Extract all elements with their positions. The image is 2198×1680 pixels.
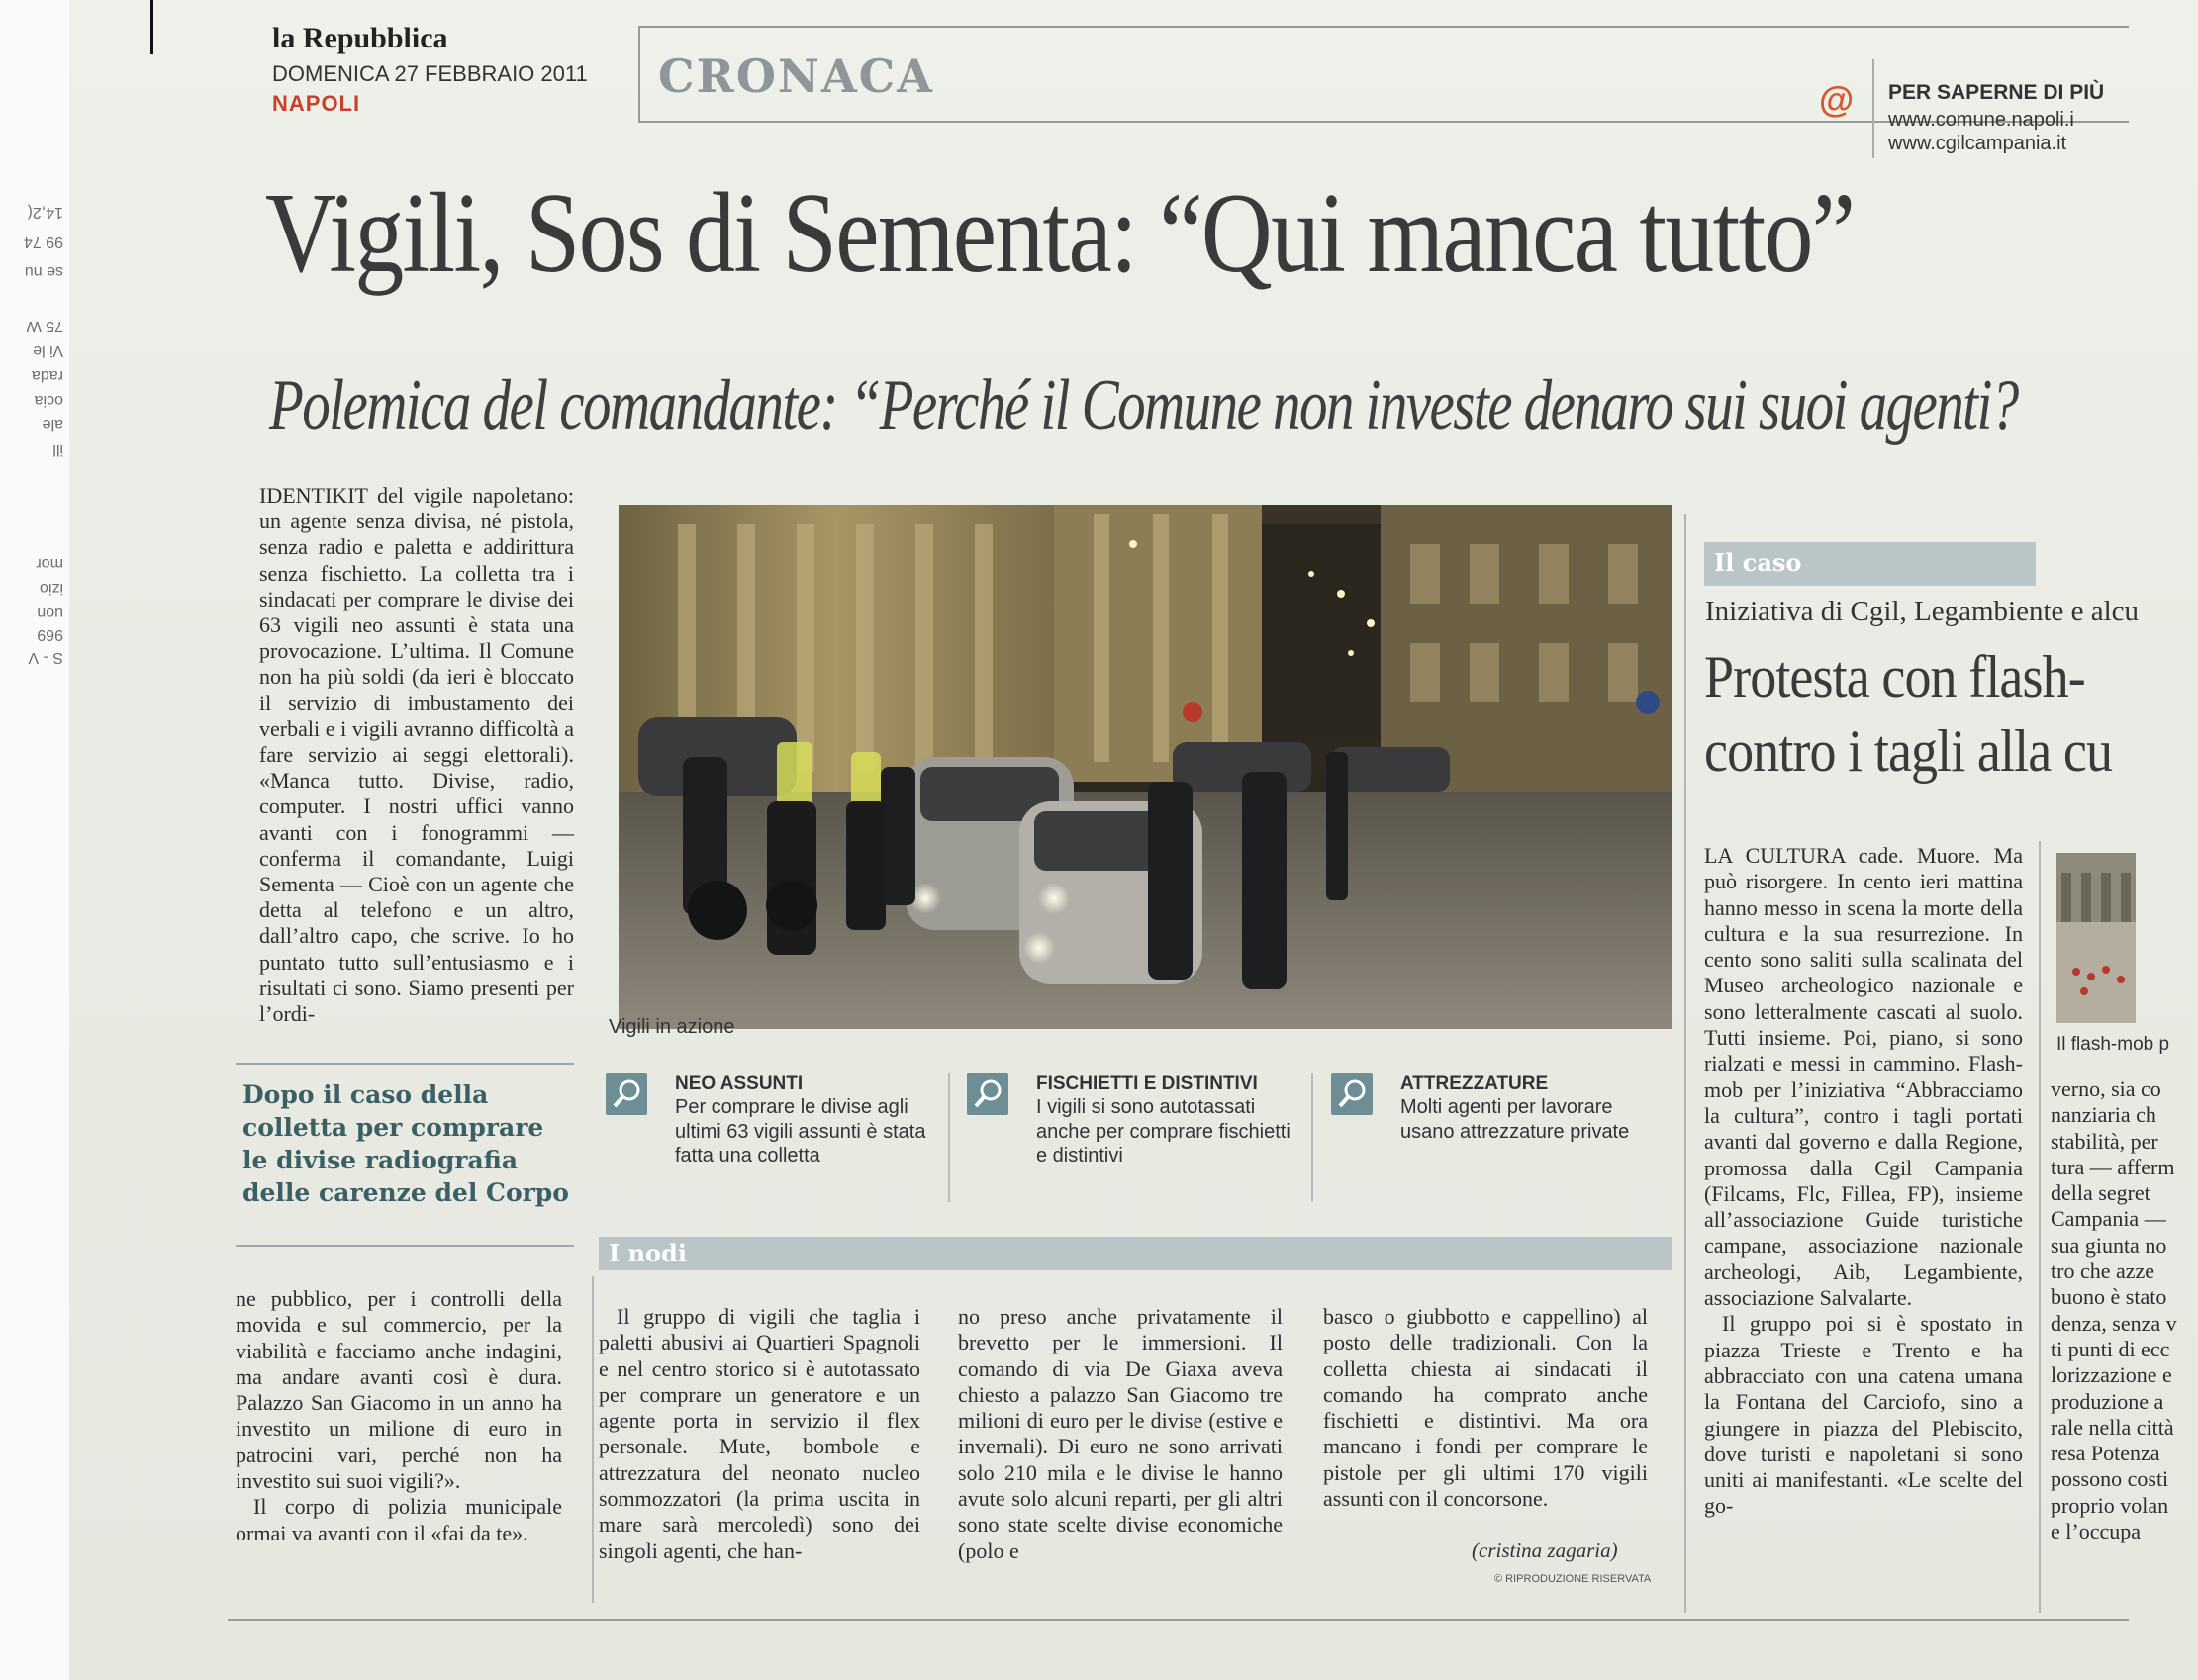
cropped-line: tro che azze <box>2051 1259 2155 1284</box>
crop-mark <box>150 0 153 54</box>
sidebar-headline: Protesta con flash- <box>1704 644 2085 709</box>
bleed-text: ocia <box>34 392 63 409</box>
fact-body: I vigili si sono autotassati anche per comprare fischietti e distintivi <box>1036 1096 1290 1167</box>
bleed-text: Vi le <box>33 342 63 359</box>
band-label: Il caso <box>1714 548 1802 577</box>
copyright-notice: © RIPRODUZIONE RISERVATA <box>1494 1573 1652 1585</box>
sidebar-kicker: Iniziativa di Cgil, Legambiente e alcu <box>1705 596 2140 627</box>
nodi-column: no preso anche privatamente il brevetto per le immersioni. Il comando di via De Giaxa aveva chiesto a palazzo San Giacomo tre milioni di euro per le divise (estive e invernali). Di euro ne sono arrivati solo 210 mila e le divise le hanno avute solo alcuni reparti, per gli altri sono state scelte divise economiche (polo e <box>958 1304 1283 1563</box>
cropped-line: stabilità, per <box>2051 1128 2158 1154</box>
cropped-line: lorizzazione e <box>2051 1362 2172 1388</box>
band-label: I nodi <box>609 1239 687 1267</box>
cropped-line: sua giunta no <box>2051 1232 2167 1258</box>
bleed-text: 75 W <box>26 318 63 334</box>
city-label: NAPOLI <box>272 91 361 116</box>
magnifier-icon <box>606 1073 647 1115</box>
cropped-line: resa Potenza <box>2051 1441 2160 1466</box>
info-link[interactable]: www.comune.napoli.i <box>1888 109 2074 131</box>
pull-quote: Dopo il caso della colletta per comprare le divise radiografia delle carenze del Corpo <box>242 1080 569 1207</box>
adjacent-page-edge <box>0 0 71 1680</box>
cropped-line: verno, sia co <box>2051 1076 2161 1101</box>
sidebar-band <box>1704 542 2036 586</box>
article-photo <box>619 505 1672 1029</box>
cropped-line: produzione a <box>2051 1388 2164 1414</box>
magnifier-icon <box>967 1073 1008 1115</box>
column-rule <box>2039 841 2041 1613</box>
headline: Vigili, Sos di Sementa: “Qui manca tutto” <box>265 170 1855 297</box>
cropped-line: proprio volan <box>2051 1492 2169 1518</box>
cropped-line: della segret <box>2051 1180 2150 1206</box>
section-band <box>599 1237 1672 1270</box>
bleed-text: 14,2( <box>27 204 63 221</box>
bleed-text: izio <box>39 580 63 597</box>
bleed-text: rada <box>31 367 63 384</box>
nodi-column: basco o giubbotto e cappellino) al posto delle tradizionali. Con la colletta chiesta ai sindacati il comando ha comprato anche fischietti e distintivi. Ma ora mancano i fondi per comprare le pistole per gli ultimi 170 vigili assunti con il concorsone. <box>1323 1304 1648 1512</box>
cropped-line: rale nella città <box>2051 1414 2174 1440</box>
bleed-text: 969 <box>37 626 63 643</box>
fact-body: Per comprare le divise agli ultimi 63 vigili assunti è stata fatta una colletta <box>675 1096 926 1167</box>
magnifier-icon <box>1331 1073 1373 1115</box>
cropped-line: e l’occupa <box>2051 1519 2141 1544</box>
flashmob-photo <box>2056 853 2136 1023</box>
callout-rule <box>236 1245 574 1247</box>
sidebar-text <box>1704 843 2023 1520</box>
lead-article-text <box>259 483 574 1027</box>
sidebar-paragraph: LA CULTURA cade. Muore. Ma può risorgere. In cento ieri mattina hanno messo in scena la morte della cultura e la sua resurrezione. In cento sono saliti sulla scalinata del Museo archeologico nazionale e sono letteralmente cascati al suolo. Tutti insieme. Poi, piano, si sono rialzati e messi in cammino. Flash-mob per l’iniziativa “Abbracciamo la cultura”, contro i tagli portati avanti dal governo e dalla Regione, promossa dalla Cgil Campania (Filcams, Flc, Fillea, FP), insieme all’associazione Guide turistiche campane, associazione nazionale archeologi, Aib, Legambiente, associazione Salvalarte. <box>1704 843 2023 1311</box>
bleed-text: S - V <box>28 649 63 666</box>
cropped-line: buono è stato <box>2051 1284 2167 1310</box>
at-sign-icon: @ <box>1819 79 1855 120</box>
info-title: PER SAPERNE DI PIÙ <box>1888 81 2105 104</box>
left-continued-text <box>236 1286 562 1546</box>
subheadline: Polemica del comandante: “Perché il Comune non investe denaro sui suoi agenti? <box>269 365 2018 446</box>
bleed-text: se nu <box>24 263 63 280</box>
nodi-column: Il gruppo di vigili che taglia i paletti abusivi ai Quartieri Spagnoli e nel centro storico si è autotassato per comprare un generatore e un agente porta in servizio il flex personale. Mute, bombole e attrezzatura del neonato nucleo sommozzatori (la prima uscita in mare sarà mercoledì) sono dei singoli agenti, che han- <box>599 1304 920 1563</box>
fact-separator <box>1311 1073 1313 1202</box>
fact-body: Molti agenti per lavorare usano attrezzature private <box>1400 1096 1630 1143</box>
header-separator <box>638 26 640 123</box>
dateline: DOMENICA 27 FEBBRAIO 2011 <box>272 61 588 86</box>
callout-rule <box>236 1063 574 1065</box>
author-signature: (cristina zagaria) <box>1472 1539 1618 1562</box>
photo-caption: Vigili in azione <box>609 1016 735 1038</box>
sidebar-paragraph: Il gruppo poi si è spostato in piazza Trieste e Trento e ha abbracciato con una catena umana la Fontana del Carciofo, sino a giungere in piazza del Plebiscito, dove turisti e napoletani si sono uniti ai manifestanti. «Le scelte del go- <box>1704 1311 2023 1519</box>
bleed-text: ill <box>52 441 63 458</box>
fact-title: FISCHIETTI E DISTINTIVI <box>1036 1073 1258 1094</box>
thumb-caption: Il flash-mob p <box>2056 1034 2170 1055</box>
section-title: CRONACA <box>658 49 934 103</box>
cropped-line: nanziaria ch <box>2051 1102 2156 1128</box>
bleed-text: 99 74 <box>23 233 63 250</box>
lead-paragraph: IDENTIKIT del vigile napoletano: un agente senza divisa, né pistola, senza radio e paletta e addirittura senza fischietto. La colletta tra i sindacati per comprare le divise dei 63 vigili neo assunti è stata una provocazione. L’ultima. Il Comune non ha più soldi (da ieri è bloccato il servizio di imbustamento dei verbali e i vigili avranno difficoltà a fare servizio ai seggi elettorali). «Manca tutto. Divise, radio, computer. I nostri uffici vanno avanti con i fonogrammi — conferma il comandante, Luigi Sementa — Cioè con un agente che detta al telefono e un altro, dall’altro capo, che scrive. Io ho puntato tutto sull’entusiasmo e i risultati ci sono. Siamo presenti per l’ordi- <box>259 483 574 1027</box>
cropped-line: possono costi <box>2051 1466 2169 1492</box>
masthead: la Repubblica <box>272 22 448 54</box>
cropped-line: ti punti di ecc <box>2051 1336 2170 1361</box>
header-rule <box>638 26 2129 28</box>
bleed-text: uon <box>37 605 63 621</box>
info-link[interactable]: www.cgilcampania.it <box>1888 133 2067 154</box>
continued-paragraph: ne pubblico, per i controlli della movida e sul commercio, per la viabilità e facciamo anche indagini, ma andare avanti così è dura. Palazzo San Giacomo in un anno ha investito un milione di euro in patrocini vari, perché non ha investito sui suoi vigili?». <box>236 1286 562 1494</box>
info-separator <box>1872 59 1874 158</box>
page-bottom-rule <box>228 1619 2129 1621</box>
column-rule <box>592 1276 594 1603</box>
fact-separator <box>948 1073 950 1202</box>
fact-title: ATTREZZATURE <box>1400 1073 1549 1094</box>
bleed-text: ale <box>42 417 63 433</box>
fact-title: NEO ASSUNTI <box>675 1073 804 1094</box>
cropped-line: tura — afferm <box>2051 1154 2175 1179</box>
cropped-column <box>2051 1076 2177 1544</box>
column-rule <box>1684 514 1686 1613</box>
cropped-line: Campania — <box>2051 1206 2166 1232</box>
bleed-text: mor <box>36 555 63 572</box>
sidebar-headline: contro i tagli alla cu <box>1704 718 2113 784</box>
cropped-line: denza, senza v <box>2051 1310 2177 1336</box>
continued-paragraph: Il corpo di polizia municipale ormai va avanti con il «fai da te». <box>236 1494 562 1545</box>
